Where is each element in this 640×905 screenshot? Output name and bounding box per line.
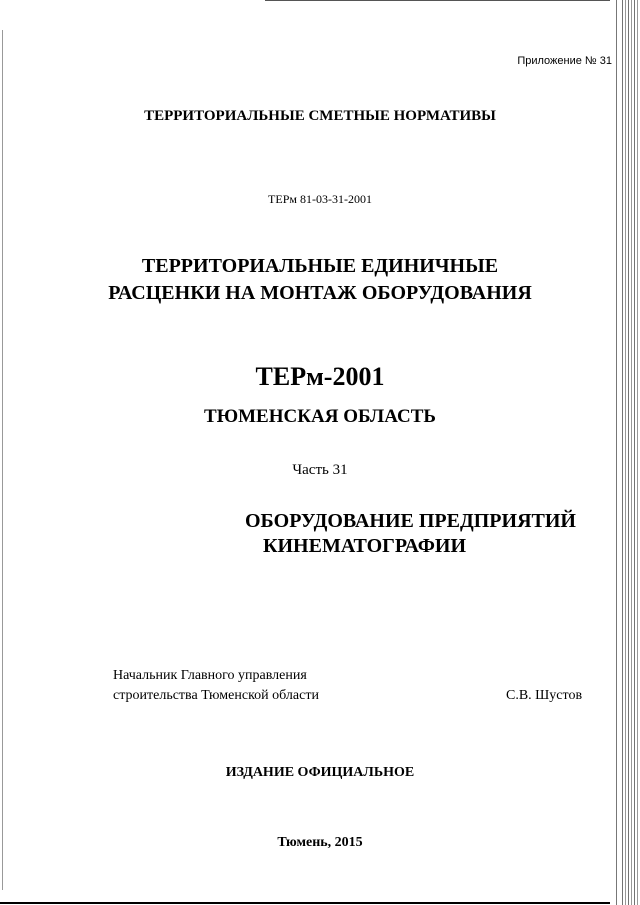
part-number: Часть 31 (292, 462, 348, 478)
region: ТЮМЕНСКАЯ ОБЛАСТЬ (204, 406, 436, 427)
signatory-position-line-1: Начальник Главного управления (113, 668, 307, 683)
scan-edge-top (265, 0, 610, 1)
short-code: ТЕРм-2001 (255, 362, 385, 391)
main-title-line-2: РАСЦЕНКИ НА МОНТАЖ ОБОРУДОВАНИЯ (108, 282, 532, 304)
appendix-label: Приложение № 31 (517, 55, 612, 67)
scan-edge-left (2, 30, 3, 890)
doc-code: ТЕРм 81-03-31-2001 (268, 192, 372, 206)
part-title-line-2: КИНЕМАТОГРАФИИ (263, 535, 467, 557)
header-title: ТЕРРИТОРИАЛЬНЫЕ СМЕТНЫЕ НОРМАТИВЫ (144, 108, 496, 124)
part-title-line-1: ОБОРУДОВАНИЕ ПРЕДПРИЯТИЙ (245, 510, 576, 532)
scan-edge-bottom (0, 902, 610, 904)
place-year: Тюмень, 2015 (277, 835, 363, 850)
main-title-line-1: ТЕРРИТОРИАЛЬНЫЕ ЕДИНИЧНЫЕ (141, 255, 499, 277)
edition-label: ИЗДАНИЕ ОФИЦИАЛЬНОЕ (225, 765, 415, 780)
signatory-name: С.В. Шустов (506, 688, 583, 703)
signatory-position-line-2: строительства Тюменской области (113, 688, 319, 703)
